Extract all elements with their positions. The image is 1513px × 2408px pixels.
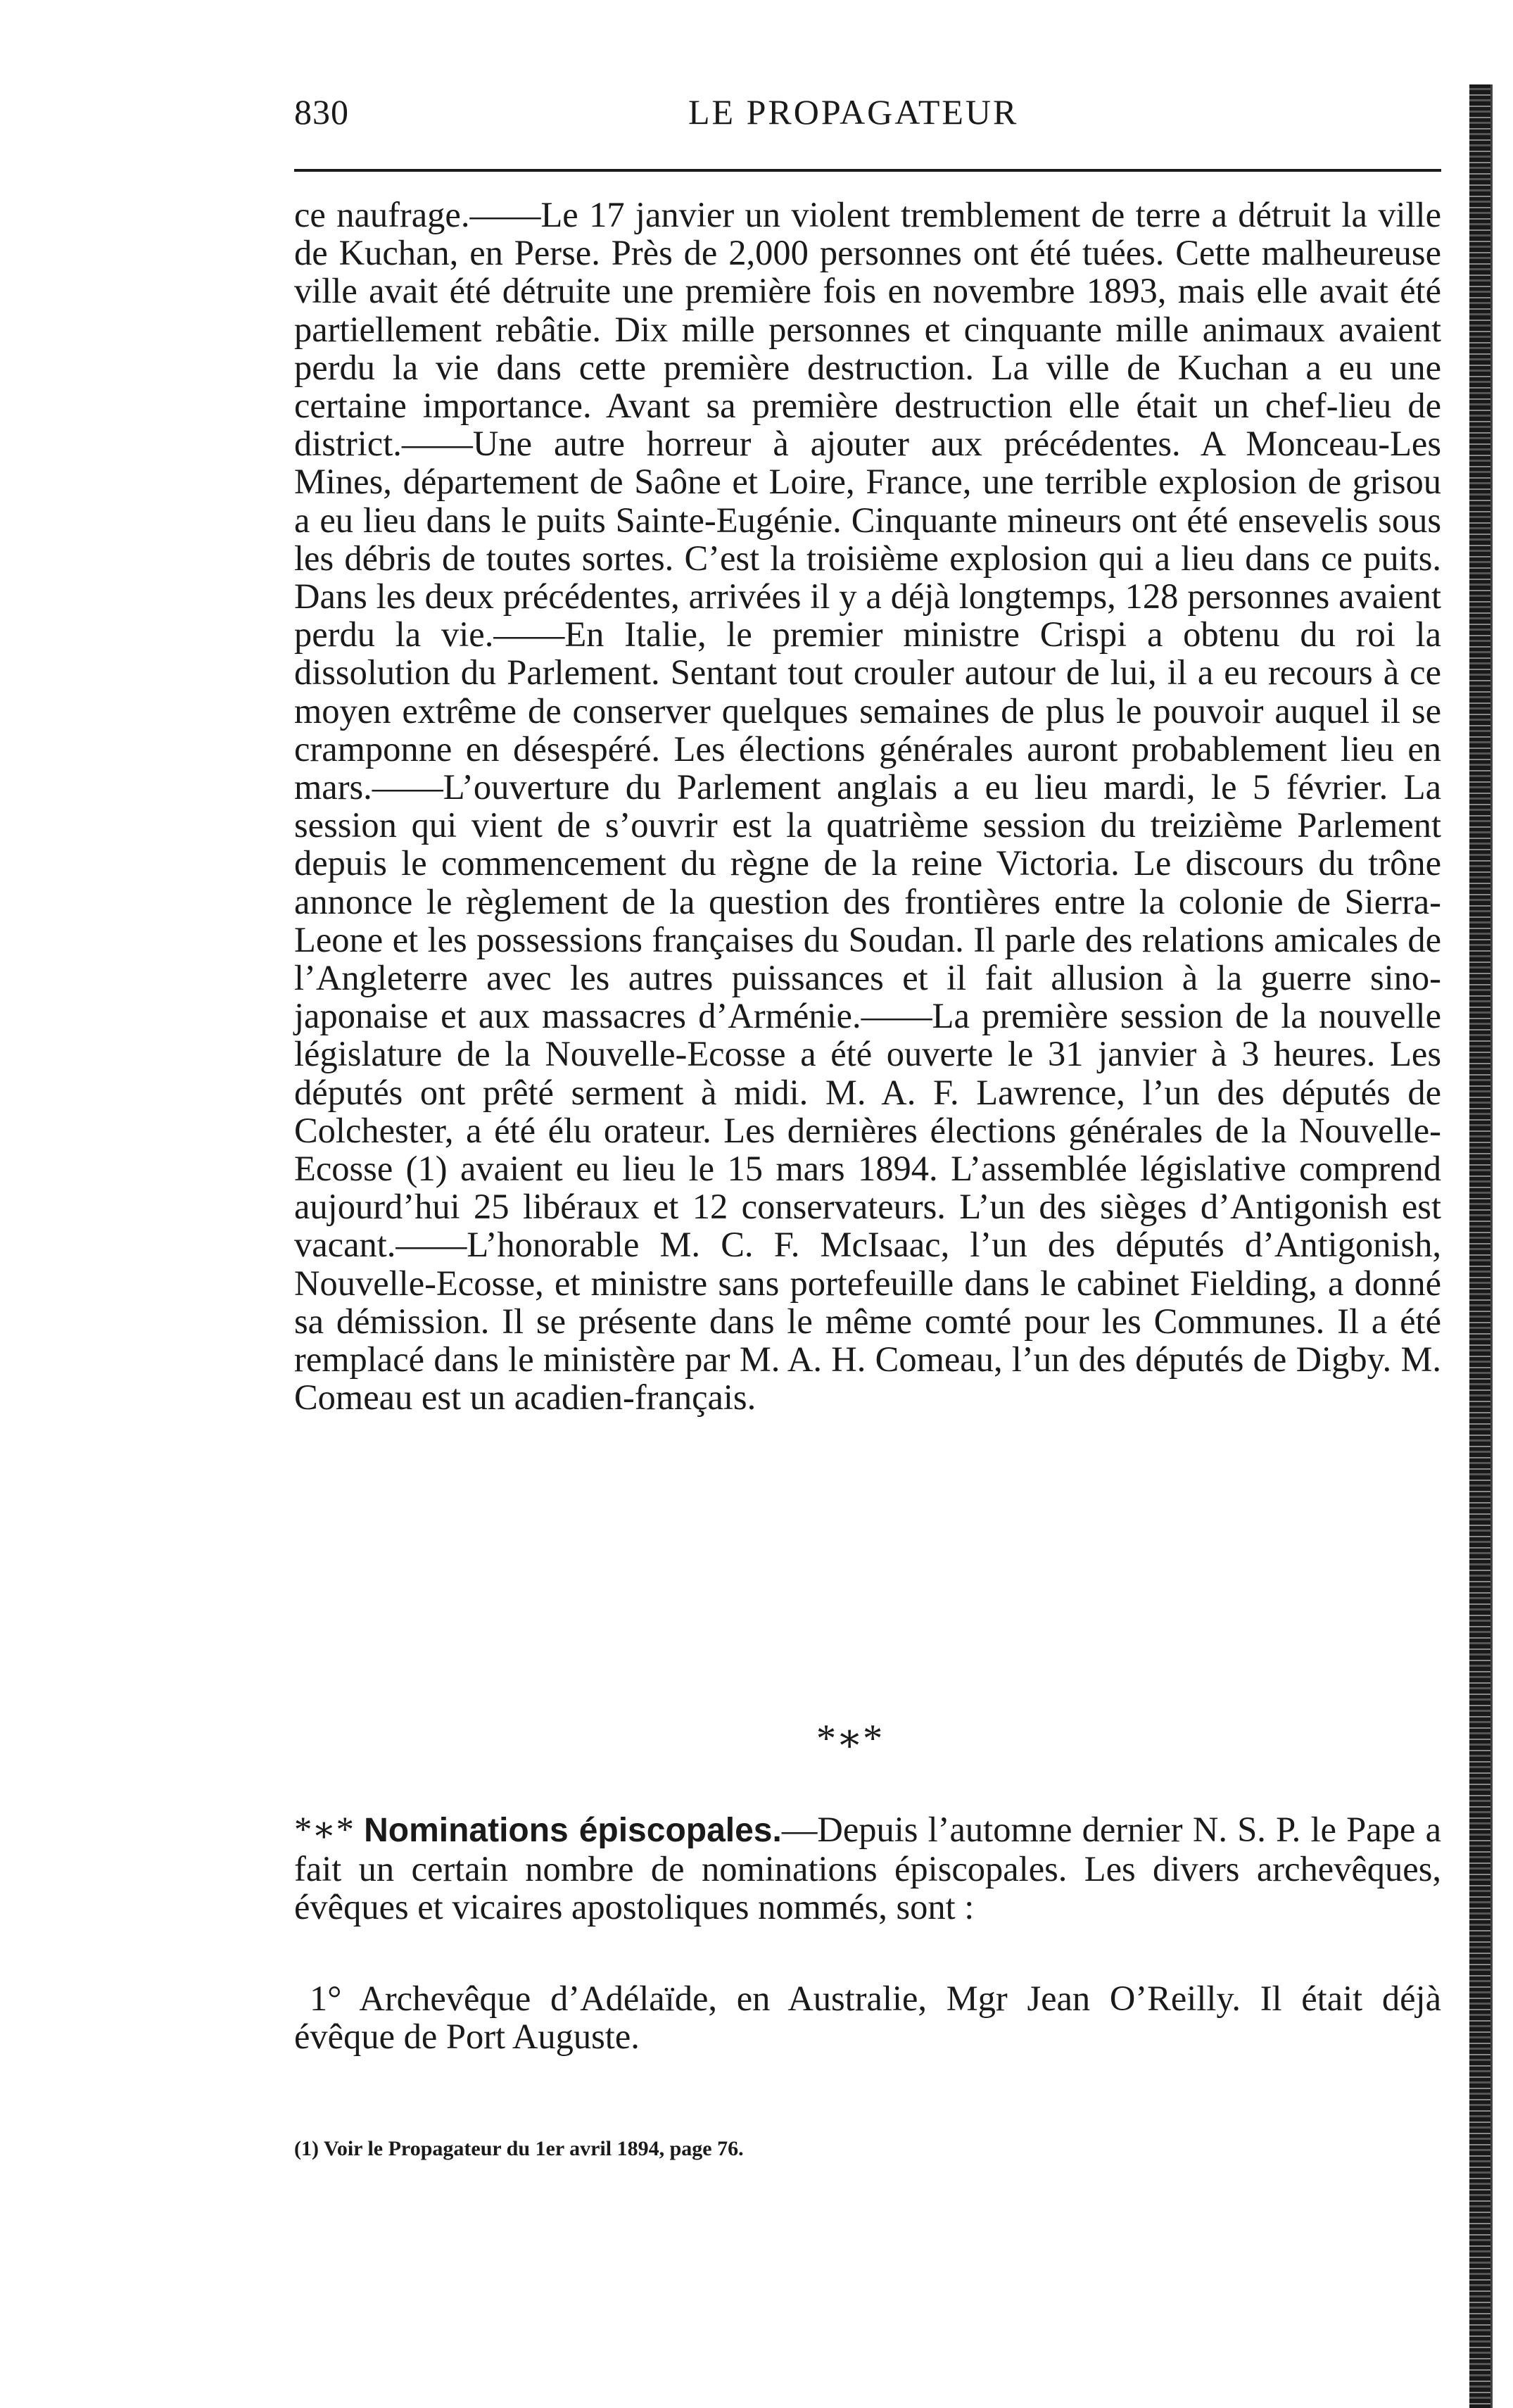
scanned-binding-edge	[1469, 84, 1490, 2408]
section-heading: Nominations épiscopales.	[364, 1812, 782, 1849]
page-number: 830	[294, 92, 349, 132]
header-rule	[294, 169, 1441, 172]
footnote-text: (1) Voir le Propagateur du 1er avril 1894, page 76.	[294, 2137, 744, 2160]
list-item	[294, 1979, 1441, 2055]
page-edge-line	[1490, 84, 1493, 2408]
list-item-text: 1° Archevêque d’Adélaïde, en Australie, Mgr Jean O’Reilly. Il était déjà évêque de Port Auguste.	[294, 1979, 1441, 2057]
news-paragraph	[294, 196, 1441, 1417]
section-text: —Depuis l’automne dernier N. S. P. le Pape a fait un certain nombre de nominations épiscopales. Les divers archevêques, évêques et vicaires apostoliques nommés, sont :	[294, 1810, 1441, 1927]
paragraph-text: ce naufrage.——Le 17 janvier un violent tremblement de terre a détruit la ville de Kuchan, en Perse. Près de 2,000 personnes ont été tuées. Cette malheureuse ville avait été détruite une première fois en novembre 1893, mais elle avait été partiellement rebâtie. Dix mille personnes et cinquante mille animaux avaient perdu la vie dans cette première destruction. La ville de Kuchan a eu une certaine importance. Avant sa première destruction elle était un chef-lieu de district.——Une autre horreur à ajouter aux précédentes. A Monceau-Les Mines, département de Saône et Loire, France, une terrible explosion de grisou a eu lieu dans le puits Sainte-Eugénie. Cinquante mineurs ont été ensevelis sous les débris de toutes sortes. C’est la troisième explosion qui a lieu dans ce puits. Dans les deux précédentes, arrivées il y a déjà longtemps, 128 personnes avaient perdu la vie.——En Italie, le premier ministre Crispi a obtenu du roi la dissolution du Parlement. Sentant tout crouler autour de lui, il a eu recours à ce moyen extrême de conserver quelques semaines de plus le pouvoir auquel il se cramponne en désespéré. Les élections générales auront probablement lieu en mars.——L’ouverture du Parlement anglais a eu lieu mardi, le 5 février. La session qui vient de s’ouvrir est la quatrième session du treizième Parlement depuis le commencement du règne de la reine Victoria. Le discours du trône annonce le règlement de la question des frontières entre la colonie de Sierra-Leone et les possessions françaises du Soudan. Il parle des relations amicales de l’Angleterre avec les autres puissances et il fait allusion à la guerre sino-japonaise et aux massacres d’Arménie.——La première session de la nouvelle législature de la Nouvelle-Ecosse a été ouverte le 31 janvier à 3 heures. Les députés ont prêté serment à midi. M. A. F. Lawrence, l’un des députés de Colchester, a été élu orateur. Les dernières élections générales de la Nouvelle-Ecosse (1) avaient eu lieu le 15 mars 1894. L’assemblée législative comprend aujourd’hui 25 libéraux et 12 conservateurs. L’un des sièges d’Antigonish est vacant.——L’honorable M. C. F. McIsaac, l’un des députés d’Antigonish, Nouvelle-Ecosse, et ministre sans portefeuille dans le cabinet Fielding, a donné sa démission. Il se présente dans le même comté pour les Communes. Il a été remplacé dans le ministère par M. A. H. Comeau, l’un des députés de Digby. M. Comeau est un acadien-français.	[294, 195, 1441, 1418]
footnote	[294, 2136, 1441, 2162]
asterism-divider: *∗*	[816, 1717, 883, 1760]
section-marker: *∗*	[294, 1810, 354, 1849]
section-nominations	[294, 1810, 1441, 1927]
section-paragraph	[294, 1810, 1441, 1927]
running-title: LE PROPAGATEUR	[688, 92, 1019, 132]
page-header	[294, 92, 1441, 141]
